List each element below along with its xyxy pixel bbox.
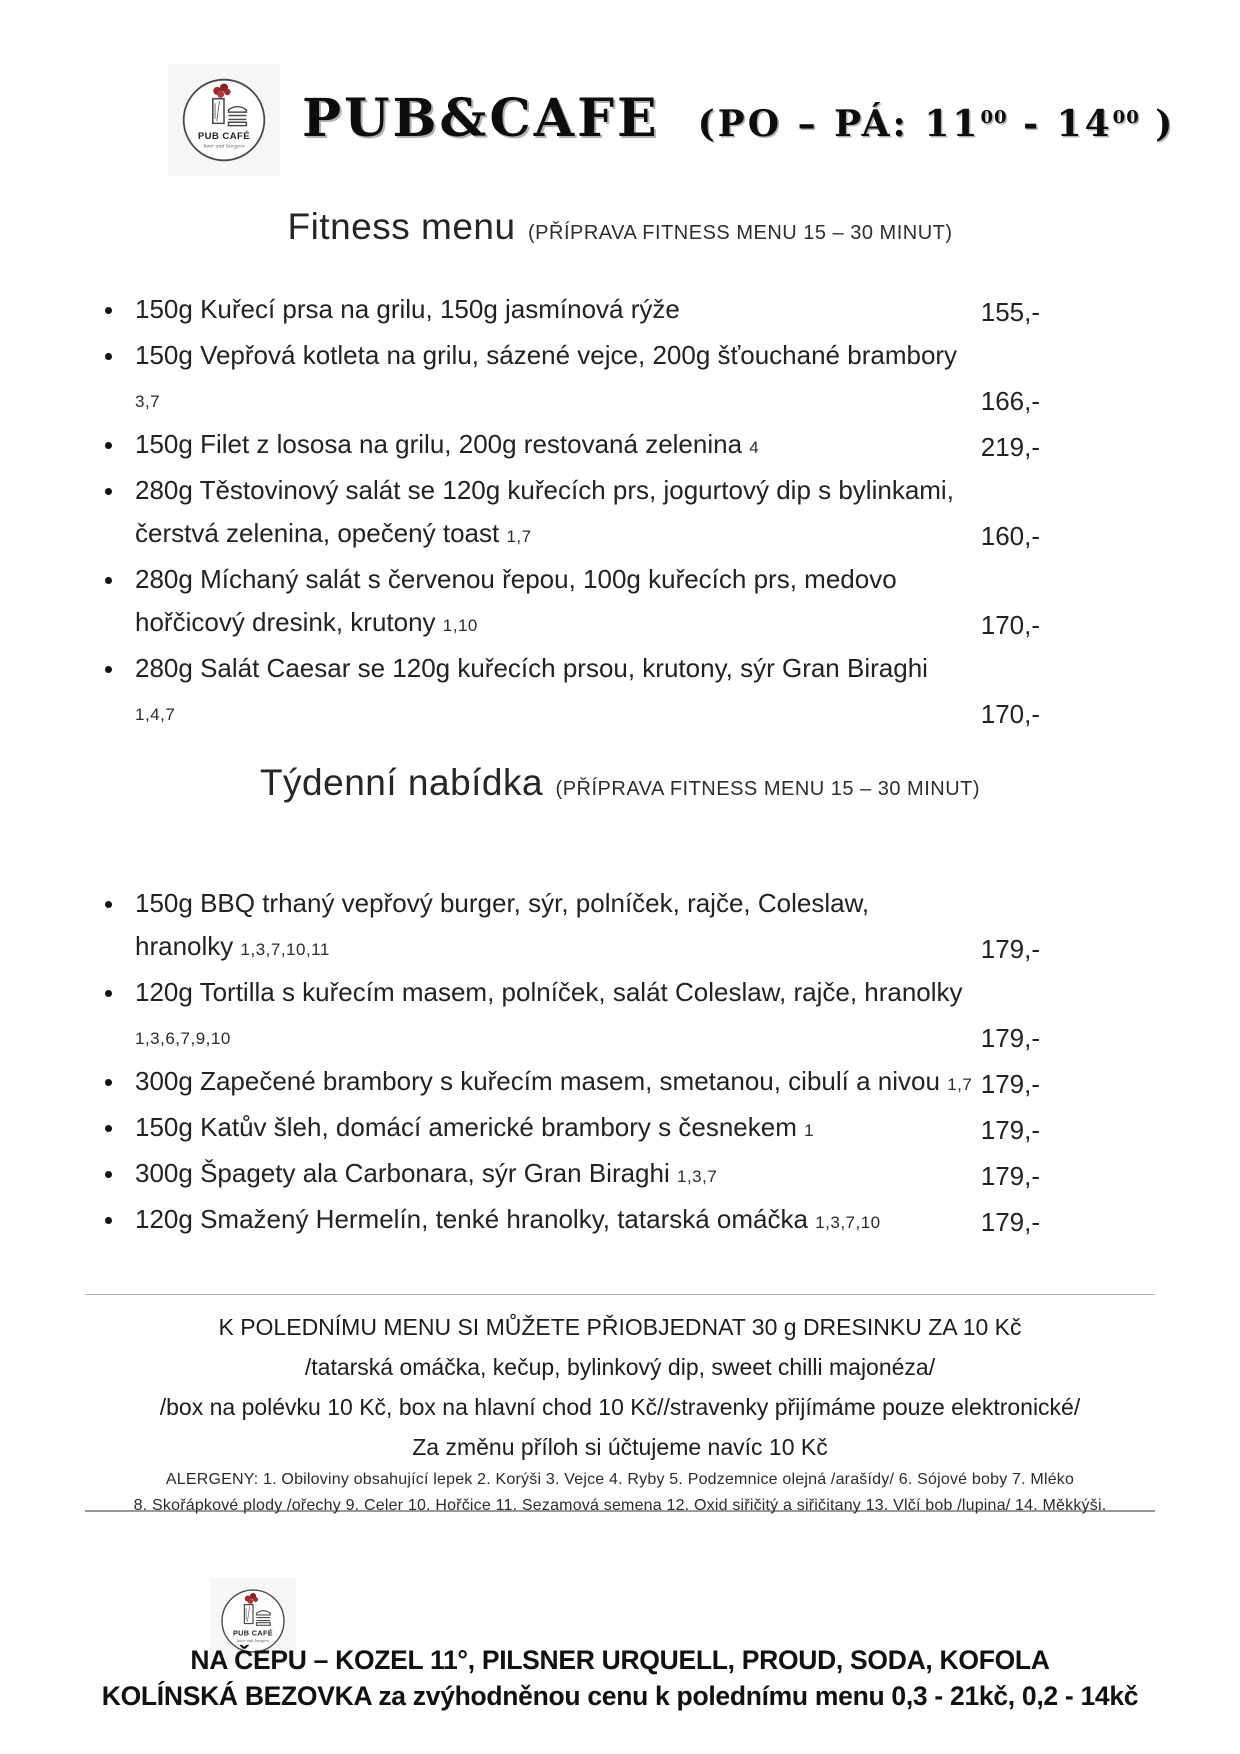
note-line: K POLEDNÍMU MENU SI MŮŽETE PŘIOBJEDNAT 30 g DRESINKU ZA 10 Kč [218, 1314, 1022, 1340]
allergen-codes: 1,3,6,7,9,10 [135, 1029, 231, 1048]
allergen-codes: 3,7 [135, 392, 161, 411]
note-line: Za změnu příloh si účtujeme navíc 10 Kč [412, 1434, 828, 1460]
menu-item [100, 1152, 1040, 1198]
bullet-icon [105, 666, 112, 673]
allergen-line: ALERGENY: 1. Obiloviny obsahující lepek 2. Korýši 3. Vejce 4. Ryby 5. Podzemnice olejná /arašídy/ 6. Sójové boby 7. Mléko [165, 1471, 1075, 1488]
menu-item [100, 288, 1040, 334]
notes-block [85, 1294, 1155, 1512]
bullet-icon [105, 1217, 112, 1224]
item-price: 179,- [980, 1207, 1040, 1237]
section-heading-weekly [0, 762, 1240, 804]
menu-item [100, 334, 1040, 423]
item-text [135, 288, 981, 334]
item-text [135, 1198, 981, 1244]
item-text [135, 882, 981, 971]
item-text [135, 1106, 981, 1152]
bullet-icon [105, 307, 112, 314]
allergen-codes: 1,7 [947, 1075, 973, 1094]
menu-item [100, 971, 1040, 1060]
allergen-codes: 1,3,7,10,11 [240, 940, 330, 959]
section-heading-fitness [0, 206, 1240, 248]
logo-tagline: beer and burgers [203, 144, 245, 150]
hours-close-sup: 00 [1112, 107, 1140, 128]
menu-item [100, 882, 1040, 971]
allergen-codes: 1,3,7,10 [815, 1213, 881, 1232]
dish-description: 300g Špagety ala Carbonara, sýr Gran Biraghi [135, 1158, 670, 1188]
logo-name: PUB CAFÉ [197, 131, 251, 143]
brand-title: PUB&CAFE [302, 88, 660, 149]
menu-item [100, 1106, 1040, 1152]
section-subtitle: (PŘÍPRAVA FITNESS MENU 15 – 30 MINUT) [555, 778, 981, 800]
item-price: 160,- [980, 521, 1040, 551]
bullet-icon [105, 488, 112, 495]
footer [0, 1642, 1240, 1714]
dish-description: 150g Kuřecí prsa na grilu, 150g jasmínová rýže [135, 294, 680, 324]
allergen-line: 8. Skořápkové plody /ořechy 9. Celer 10. Hořčice 11. Sezamová semena 12. Oxid siřičitý a siřičitany 13. Vlčí bob /lupina/ 14. Měkkýši. [133, 1497, 1107, 1514]
bullet-icon [105, 1125, 112, 1132]
item-text [135, 971, 981, 1060]
item-price: 166,- [980, 386, 1040, 416]
allergen-codes: 4 [749, 438, 760, 457]
bullet-icon [105, 442, 112, 449]
header [302, 88, 1202, 149]
item-text [135, 558, 981, 647]
hours-open-sup: 00 [980, 107, 1008, 128]
dish-description: 150g BBQ trhaný vepřový burger, sýr, polníček, rajče, Coleslaw, hranolky [135, 888, 870, 961]
section-title: Týdenní nabídka [259, 762, 544, 803]
hours-prefix: (PO – PÁ: [697, 103, 925, 145]
allergen-codes: 1,7 [506, 527, 532, 546]
note-line: /tatarská omáčka, kečup, bylinkový dip, sweet chilli majonéza/ [304, 1354, 936, 1380]
hours-open: 11 [924, 103, 981, 145]
item-text [135, 647, 981, 736]
item-price: 179,- [980, 1023, 1040, 1053]
section-title: Fitness menu [287, 206, 516, 247]
section-subtitle: (PŘÍPRAVA FITNESS MENU 15 – 30 MINUT) [528, 222, 953, 244]
opening-hours [698, 103, 1176, 145]
dish-description: 150g Filet z lososa na grilu, 200g restovaná zelenina [135, 429, 743, 459]
item-price: 179,- [980, 1115, 1040, 1145]
bullet-icon [105, 577, 112, 584]
menu-item [100, 558, 1040, 647]
bullet-icon [105, 990, 112, 997]
weekly-menu-list [100, 882, 1040, 1244]
item-price: 170,- [980, 610, 1040, 640]
menu-item [100, 1198, 1040, 1244]
item-price: 155,- [980, 297, 1040, 327]
item-text [135, 1060, 981, 1106]
dish-description: 120g Smažený Hermelín, tenké hranolky, tatarská omáčka [135, 1204, 808, 1234]
item-price: 170,- [980, 699, 1040, 729]
menu-item [100, 469, 1040, 558]
dish-description: 150g Katův šleh, domácí americké brambory s česnekem [135, 1112, 797, 1142]
bezovka-line: KOLÍNSKÁ BEZOVKA za zvýhodněnou cenu k polednímu menu 0,3 - 21kč, 0,2 - 14kč [101, 1681, 1139, 1711]
note-line: /box na polévku 10 Kč, box na hlavní chod 10 Kč//stravenky přijímáme pouze elektronické/ [159, 1394, 1081, 1420]
item-price: 179,- [980, 934, 1040, 964]
hours-close: 14 [1056, 103, 1113, 145]
allergen-codes: 1,4,7 [135, 705, 176, 724]
bullet-icon [105, 353, 112, 360]
pub-cafe-logo-icon [168, 64, 280, 176]
hours-suffix: ) [1139, 103, 1176, 145]
menu-item [100, 423, 1040, 469]
dish-description: 150g Vepřová kotleta na grilu, sázené vejce, 200g šťouchané brambory [135, 340, 958, 370]
dish-description: 280g Salát Caesar se 120g kuřecích prsou, krutony, sýr Gran Biraghi [135, 653, 928, 683]
dish-description: 280g Míchaný salát s červenou řepou, 100g kuřecích prs, medovo hořčicový dresink, krutony [135, 564, 897, 637]
fitness-menu-list [100, 288, 1040, 736]
bullet-icon [105, 901, 112, 908]
allergen-codes: 1,10 [442, 616, 478, 635]
item-price: 179,- [980, 1069, 1040, 1099]
hours-dash: - [1007, 103, 1057, 145]
item-text [135, 334, 981, 423]
allergen-codes: 1 [804, 1121, 815, 1140]
logo-tagline: beer and burgers [237, 1639, 269, 1644]
bullet-icon [105, 1079, 112, 1086]
bullet-icon [105, 1171, 112, 1178]
on-tap-line: NA ČEPU – KOZEL 11°, PILSNER URQUELL, PROUD, SODA, KOFOLA [190, 1645, 1050, 1675]
menu-item [100, 647, 1040, 736]
item-text [135, 423, 981, 469]
logo-name: PUB CAFÉ [232, 1628, 274, 1638]
item-text [135, 469, 981, 558]
menu-item [100, 1060, 1040, 1106]
item-price: 219,- [980, 432, 1040, 462]
dish-description: 300g Zapečené brambory s kuřecím masem, smetanou, cibulí a nivou [135, 1066, 940, 1096]
item-text [135, 1152, 981, 1198]
allergen-codes: 1,3,7 [677, 1167, 718, 1186]
dish-description: 280g Těstovinový salát se 120g kuřecích prs, jogurtový dip s bylinkami, čerstvá zelenina, opečený toast [135, 475, 954, 548]
dish-description: 120g Tortilla s kuřecím masem, polníček, salát Coleslaw, rajče, hranolky [135, 977, 963, 1007]
item-price: 179,- [980, 1161, 1040, 1191]
